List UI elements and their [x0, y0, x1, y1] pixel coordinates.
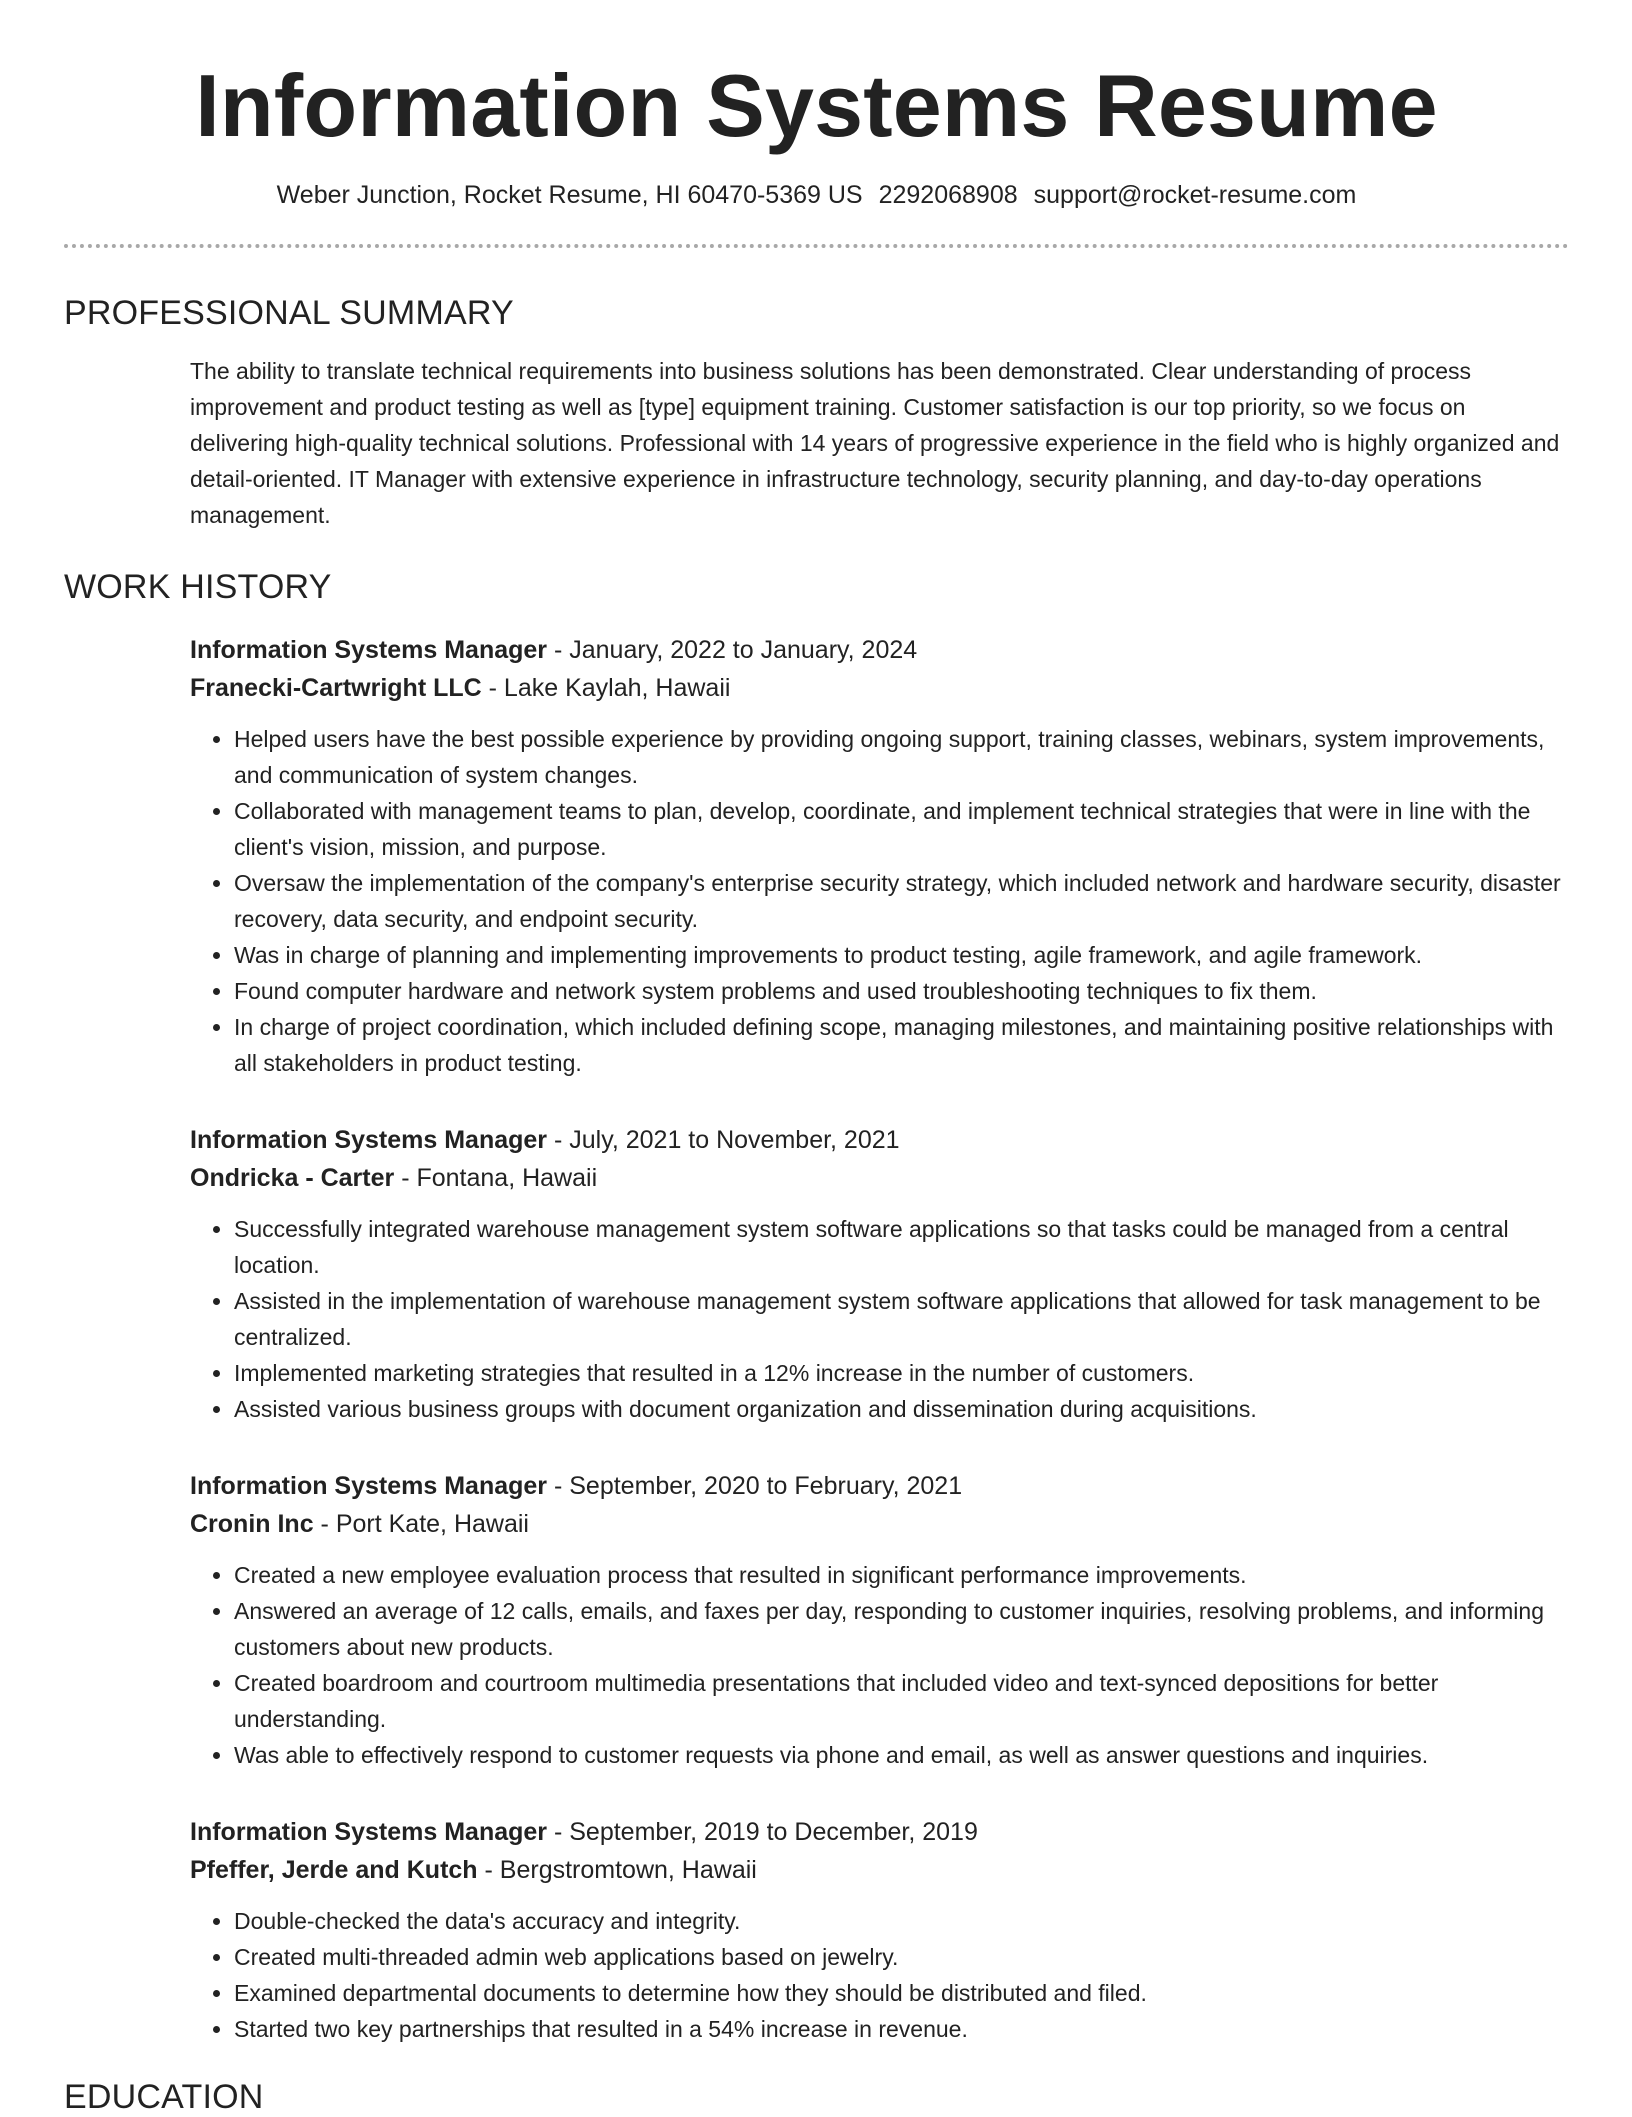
job-company: Franecki-Cartwright LLC: [190, 674, 482, 702]
list-item: • In charge of project coordination, which included defining scope, managing milestones, and maintaining positive relationships with all stakeholders in product testing.: [234, 1009, 1569, 1081]
separator: -: [394, 1164, 417, 1192]
list-item: • Double-checked the data's accuracy and integrity.: [234, 1903, 1569, 1939]
job-title: Information Systems Manager: [190, 636, 548, 664]
page-title: Information Systems Resume: [195, 56, 1438, 155]
separator: -: [547, 1472, 570, 1500]
job-company-line: [190, 1505, 1569, 1543]
job-title: Information Systems Manager: [190, 1818, 548, 1846]
list-item: • Created boardroom and courtroom multimedia presentations that included video and text-synced depositions for better understanding.: [234, 1665, 1569, 1737]
list-item: • Oversaw the implementation of the company's enterprise security strategy, which included network and hardware security, disaster recovery, data security, and endpoint security.: [234, 865, 1569, 937]
list-item: • Created a new employee evaluation process that resulted in significant performance improvements.: [234, 1557, 1569, 1593]
job-company: Ondricka - Carter: [190, 1164, 395, 1192]
header-divider: [64, 244, 1569, 248]
list-item: • Examined departmental documents to determine how they should be distributed and filed.: [234, 1975, 1569, 2011]
job-entry: [190, 1467, 1569, 1773]
summary-text: The ability to translate technical requirements into business solutions has been demonstrated. Clear understanding of process improvement and product testing as well as [type] equipment training. Customer satisfaction is our top priority, so we focus on delivering high-quality technical solutions. Professional with 14 years of progressive experience in the field who is highly organized and detail-oriented. IT Manager with extensive experience in infrastructure technology, security planning, and day-to-day operations management.: [190, 358, 1560, 528]
job-company-line: [190, 669, 1569, 707]
job-title-line: [190, 1467, 1569, 1505]
list-item: • Started two key partnerships that resulted in a 54% increase in revenue.: [234, 2011, 1569, 2047]
job-location: Port Kate, Hawaii: [335, 1510, 529, 1538]
separator: -: [547, 1818, 570, 1846]
separator: -: [481, 674, 504, 702]
list-item: • Collaborated with management teams to plan, develop, coordinate, and implement technical strategies that were in line with the client's vision, mission, and purpose.: [234, 793, 1569, 865]
list-item: • Helped users have the best possible experience by providing ongoing support, training classes, webinars, system improvements, and communication of system changes.: [234, 721, 1569, 793]
job-entry: [190, 631, 1569, 1081]
job-title-line: [190, 631, 1569, 669]
job-bullets: [190, 1903, 1569, 2047]
list-item: • Found computer hardware and network system problems and used troubleshooting techniques to fix them.: [234, 973, 1569, 1009]
list-item: • Successfully integrated warehouse management system software applications so that tasks could be managed from a central location.: [234, 1211, 1569, 1283]
contact-address: Weber Junction, Rocket Resume, HI 60470-5369 US: [276, 181, 863, 209]
job-company-line: [190, 1851, 1569, 1889]
work-history-section: [190, 631, 1569, 2047]
list-item: • Was in charge of planning and implementing improvements to product testing, agile framework, and agile framework.: [234, 937, 1569, 973]
job-company: Cronin Inc: [190, 1510, 314, 1538]
job-entry: [190, 1121, 1569, 1427]
separator: -: [477, 1856, 500, 1884]
job-dates: January, 2022 to January, 2024: [569, 636, 918, 664]
job-location: Bergstromtown, Hawaii: [499, 1856, 757, 1884]
separator: -: [547, 1126, 570, 1154]
job-location: Fontana, Hawaii: [416, 1164, 598, 1192]
job-title-line: [190, 1121, 1569, 1159]
list-item: • Created multi-threaded admin web applications based on jewelry.: [234, 1939, 1569, 1975]
job-entry: [190, 1813, 1569, 2047]
job-dates: September, 2019 to December, 2019: [569, 1818, 978, 1846]
separator: -: [313, 1510, 336, 1538]
job-bullets: [190, 1557, 1569, 1773]
job-company-line: [190, 1159, 1569, 1197]
job-title: Information Systems Manager: [190, 1126, 548, 1154]
job-dates: July, 2021 to November, 2021: [569, 1126, 900, 1154]
list-item: • Assisted in the implementation of warehouse management system software applications that allowed for task management to be centralized.: [234, 1283, 1569, 1355]
education-heading: EDUCATION: [64, 2078, 264, 2116]
list-item: • Implemented marketing strategies that resulted in a 12% increase in the number of customers.: [234, 1355, 1569, 1391]
contact-email: support@rocket-resume.com: [1033, 181, 1357, 209]
job-dates: September, 2020 to February, 2021: [569, 1472, 963, 1500]
summary-heading: PROFESSIONAL SUMMARY: [64, 294, 514, 332]
contact-line: [64, 178, 1569, 212]
job-bullets: [190, 1211, 1569, 1427]
list-item: • Was able to effectively respond to customer requests via phone and email, as well as answer questions and inquiries.: [234, 1737, 1569, 1773]
resume-page: [64, 0, 1569, 2117]
list-item: • Answered an average of 12 calls, emails, and faxes per day, responding to customer inquiries, resolving problems, and informing customers about new products.: [234, 1593, 1569, 1665]
job-title-line: [190, 1813, 1569, 1851]
summary-section: [190, 353, 1569, 533]
job-title: Information Systems Manager: [190, 1472, 548, 1500]
job-company: Pfeffer, Jerde and Kutch: [190, 1856, 478, 1884]
job-bullets: [190, 721, 1569, 1081]
job-location: Lake Kaylah, Hawaii: [503, 674, 731, 702]
separator: -: [547, 636, 570, 664]
list-item: • Assisted various business groups with document organization and dissemination during acquisitions.: [234, 1391, 1569, 1427]
work-history-heading: WORK HISTORY: [64, 568, 332, 606]
contact-phone: 2292068908: [878, 181, 1018, 209]
